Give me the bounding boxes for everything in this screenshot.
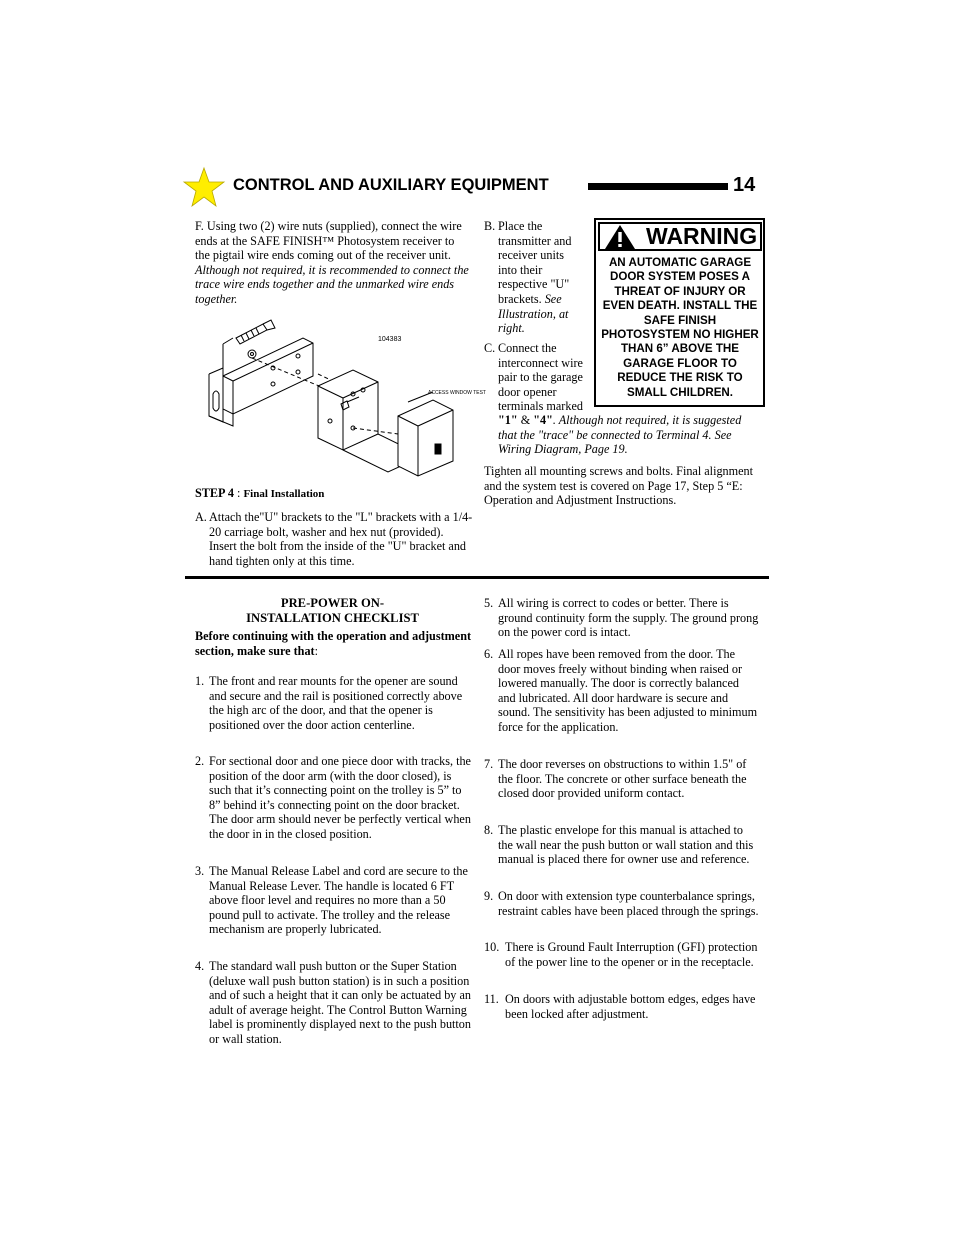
item-number: 9. [484,889,494,903]
star-icon [183,167,225,207]
step-c [484,341,588,414]
item-number: 11. [484,992,499,1006]
checklist-item [484,889,759,918]
item-text: There is Ground Fault Interruption (GFI) protection of the power line to the opener or in the receptacle. [505,940,758,969]
item-number: 6. [484,647,494,661]
checklist-item [195,864,473,937]
step-4-heading [195,486,324,502]
item-text: On door with extension type counterbalance springs, restraint cables have been placed through the springs. [498,889,759,918]
step-f-text: F. Using two (2) wire nuts (supplied), connect the wire ends at the SAFE FINISH™ Photosystem receiver to the pigtail wire ends coming out of the receiver unit. [195,219,462,263]
item-number: 5. [484,596,494,610]
bracket-illustration [203,316,486,486]
step-c-text: Connect the interconnect wire pair to the garage door opener terminals marked [498,341,583,414]
item-text: The Manual Release Label and cord are secure to the Manual Release Lever. The handle is located 6 FT above floor level and requires no more than a 50 pound pull to activate. The trolley and the release mechanism are properly lubricated. [209,864,468,937]
step-c-terminal-1: "1" [498,413,518,427]
step-c-amp: & [517,413,534,427]
step-c-terminal-4: "4" [533,413,553,427]
item-text: All wiring is correct to codes or better. There is ground continuity form the supply. The ground prong on the power cord is intact. [498,596,759,640]
checklist-title [195,596,470,625]
item-text: All ropes have been removed from the door. The door moves freely without binding when raised or lowered manually. The door is correctly balanced and lubricated. All door hardware is secure and sound. The sensitivity has been adjusted to minimum force for the application. [498,647,758,734]
tighten-paragraph: Tighten all mounting screws and bolts. Final alignment and the system test is covered on Page 17, Step 5 “E: Operation and Adjustment Instructions. [484,464,754,508]
access-window-label: ACCESS WINDOW TEST [428,390,486,396]
warning-triangle-icon [604,224,636,250]
checklist-item [195,754,473,842]
checklist-item [484,992,759,1021]
page-number: 14 [733,174,756,196]
checklist-item [195,959,473,1047]
section-title: CONTROL AND AUXILIARY EQUIPMENT [233,176,549,194]
checklist-title-line-2: INSTALLATION CHECKLIST [246,610,419,625]
warning-text: AN AUTOMATIC GARAGE DOOR SYSTEM POSES A THREAT OF INJURY OR EVEN DEATH. INSTALL THE SAFE FINISH PHOTOSYSTEM NO HIGHER THAN 6” ABOVE THE GARAGE FLOOR TO REDUCE THE RISK TO SMALL CHILDREN. [601,256,759,399]
step-4-label: STEP 4 [195,486,234,500]
checklist-title-line-1: PRE-POWER ON- [280,596,385,610]
item-text: The standard wall push button or the Super Station (deluxe wall push button station) is in such a position and of such a height that it can only be actuated by an adult of average height. The Control Button Warning label is prominently displayed next to the push button or wall station. [209,959,471,1046]
item-text: The plastic envelope for this manual is attached to the wall near the push button or wall station and this manual is placed there for owner use and reference. [498,823,754,867]
item-number: 3. [195,864,205,878]
item-number: 10. [484,940,500,954]
item-number: 2. [195,754,205,768]
step-c-marker: C. [484,341,496,355]
item-number: 1. [195,674,205,688]
step-b-marker: B. [484,219,496,233]
step-4-a-text: Attach the"U" brackets to the "L" brackets with a 1/4-20 carriage bolt, washer and hex nut (provided). Insert the bolt from the inside of the "U" bracket and hand tighten only at this time. [209,510,473,568]
step-f-paragraph [195,219,470,307]
header-bar [588,183,728,190]
step-c-italic: . Although not required, it is suggested that the "trace" be connected to Terminal 4. See Wiring Diagram, Page 19. [498,413,742,457]
step-b-text: Place the transmitter and receiver units into their respective "U" brackets. [498,219,572,306]
checklist-item [484,823,759,867]
item-text: The front and rear mounts for the opener are sound and secure and the rail is positioned correctly above the high arc of the door, and that the opener is positioned over the door action centerline. [209,674,463,732]
step-b [484,219,576,336]
checklist-item [484,647,759,735]
item-number: 4. [195,959,205,973]
warning-title: WARNING [646,223,758,249]
checklist-intro [195,629,473,658]
section-divider [185,576,769,579]
step-4-colon: : [233,486,244,500]
checklist-item [484,596,759,640]
item-text: The door reverses on obstructions to within 1.5" of the floor. The concrete or other surface beneath the closed door provided uniform contact. [498,757,747,801]
checklist-item [484,940,759,969]
step-c-continued [498,413,760,457]
item-number: 7. [484,757,494,771]
checklist-item [484,757,759,801]
step-4-title: Final Installation [243,488,325,500]
item-text: For sectional door and one piece door with tracks, the position of the door arm (with the door closed), is such that it’s connecting point on the trolley is 5” to 8” behind it’s connecting point on the door bracket. The door arm should never be perfectly vertical when the door in in the closed position. [209,754,471,841]
item-text: On doors with adjustable bottom edges, edges have been locked after adjustment. [505,992,756,1021]
step-b-italic: See Illustration, at right. [498,291,569,336]
step-f-italic: Although not required, it is recommended to connect the trace wire ends together and the unmarked wire ends together. [195,262,469,306]
step-4-a-marker: A. [195,510,207,524]
step-4-a [195,510,473,568]
item-number: 8. [484,823,494,837]
checklist-intro-colon: : [314,643,318,658]
checklist-intro-text: Before continuing with the operation and adjustment section, make sure that [195,629,472,658]
part-number: 104383 [378,336,402,343]
checklist-item [195,674,473,732]
